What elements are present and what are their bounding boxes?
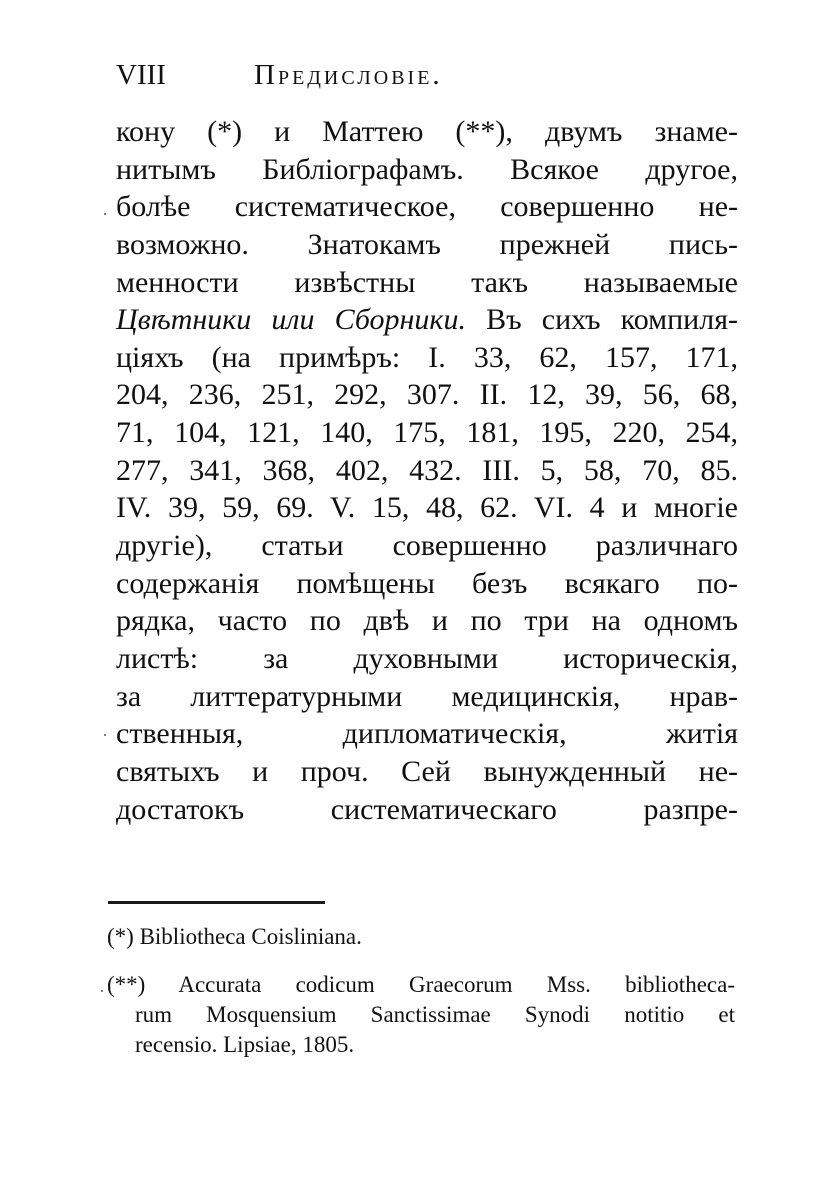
text-line: IV. 39, 59, 69. V. 15, 48, 62. VI. 4 и многіе xyxy=(116,491,738,525)
footnote-2 xyxy=(107,970,737,1060)
text-line: достатокъ систематическаго разпре- xyxy=(116,792,738,826)
footnote-text: Accurata codicum Graecorum Mss. bibliotheca- xyxy=(178,972,735,997)
text-line xyxy=(116,301,738,339)
text-line: другіе), статьи совершенно различнаго xyxy=(116,529,738,563)
text-line: 277, 341, 368, 402, 432. III. 5, 58, 70, 85. xyxy=(116,453,738,487)
text-line: менности извѣстны такъ называемые xyxy=(116,265,738,299)
footnote-text: recensio. Lipsiae, 1805. xyxy=(135,1032,355,1057)
text-line: рядка, часто по двѣ и по три на одномъ xyxy=(116,604,738,638)
footnote-1 xyxy=(107,922,737,952)
running-head xyxy=(116,58,443,92)
scan-speck xyxy=(104,734,106,736)
text-line: ственныя, дипломатическія, житія xyxy=(116,717,738,751)
text-run: Въ сихъ компиля- xyxy=(486,303,738,337)
italic-term: Цвѣтники или Сборники. xyxy=(116,303,466,337)
footnotes xyxy=(107,922,737,1060)
text-line: содержанія помѣщены безъ всякаго по- xyxy=(116,566,738,600)
footnote-text: Bibliotheca Coisliniana. xyxy=(139,924,362,949)
body-text xyxy=(116,113,738,828)
text-line: болѣе систематическое, совершенно не- xyxy=(116,190,738,224)
text-line: святыхъ и проч. Сей вынужденный не- xyxy=(116,754,738,788)
text-line: за литтературными медицинскія, нрав- xyxy=(116,679,738,713)
footnote-mark: (**) xyxy=(107,972,146,997)
text-line: нитымъ Библіографамъ. Всякое другое, xyxy=(116,152,738,186)
chapter-title: Предисловіе. xyxy=(254,59,443,91)
scan-speck xyxy=(101,990,103,992)
text-line: листѣ: за духовными историческія, xyxy=(116,641,738,675)
text-line: возможно. Знатокамъ прежней пись- xyxy=(116,227,738,261)
footnote-text: rum Mosquensium Sanctissimae Synodi notitio et xyxy=(135,1002,735,1027)
text-line: кону (*) и Маттею (**), двумъ знаме- xyxy=(116,115,738,148)
scan-speck xyxy=(104,213,106,215)
text-line: 204, 236, 251, 292, 307. II. 12, 39, 56, 68, xyxy=(116,378,738,412)
page-number: VIII xyxy=(116,59,166,91)
text-line: 71, 104, 121, 140, 175, 181, 195, 220, 254, xyxy=(116,416,738,450)
footnote-mark: (*) xyxy=(107,924,134,949)
text-line: ціяхъ (на примѣръ: I. 33, 62, 157, 171, xyxy=(116,340,738,374)
footnote-separator-rule xyxy=(108,901,325,904)
